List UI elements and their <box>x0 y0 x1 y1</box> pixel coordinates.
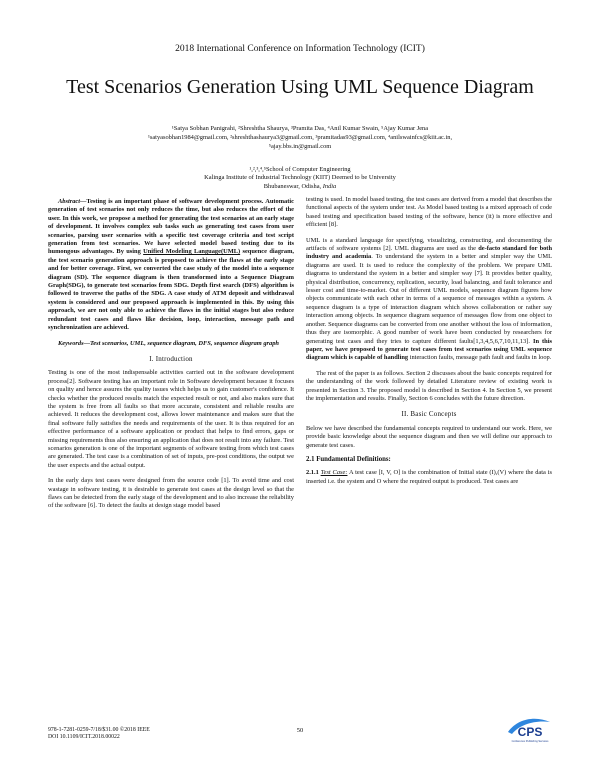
subsection-heading-fundamental-definitions: 2.1 Fundamental Definitions: <box>306 455 391 463</box>
author-names: ¹Satya Sobhan Panigrahi, ²Shreshtha Shaurya, ³Pramita Das, ⁴Anil Kumar Swain, ⁵Ajay Kumar Jena <box>171 125 429 132</box>
uml-paragraph: UML is a standard language for specifying, visualizing, constructing, and documenting the artifacts of software systems [2]. UML diagrams are used as the de-facto standard for both industry and academia. To understand the system in a better and simpler way the UML diagrams are used. It is used to reduce the complexity of the problem. We prepare UML diagrams to understand the system in a better and simpler way [7]. It provides better quality, physical distribution, concurrency, replication, security, load balancing, and fault tolerance and lesser cost and time-to-market. Out of different UML models, sequence diagram figures how objects communicate with each other in terms of a sequence of messages within a system. A sequence diagram is a type of interaction diagram which shows collaboration or rather say interaction among objects. In sequence diagram sequence of messages flow from one object to another. Sequence diagrams can be converted from one another without the loss of information, thus they are isomorphic. A good number of work have been conducted by researchers for generating test cases and they tries to capture different faults[1,3,4,5,6,7,10,11,13]. In this paper, we have proposed to generate test cases from test scenarios using UML sequence diagram which is capable of handling interaction faults, message path fault and faults in loop. <box>306 236 553 362</box>
basic-concepts-paragraph: Below we have described the fundamental concepts required to understand our work. Here, we provide basic knowledge about the sequence diagram and then we will define our approach to generate test cases. <box>306 424 552 449</box>
page-number: 50 <box>296 727 304 734</box>
footer-isbn: 978-1-7281-0259-7/18/$31.00 ©2018 IEEE <box>48 727 150 733</box>
affiliation-block <box>60 166 540 191</box>
intro-paragraph-2: In the early days test cases were designed from the source code [1]. To avoid time and cost wastage in software testing, it is desirable to generate test cases at the design level so that the flaws can be detected from the early stage of the development and to also increase the reliability of the software [6]. To detect the faults at design stage model based <box>48 477 294 510</box>
footer-doi: DOI 10.1109/ICIT.2018.00022 <box>48 734 120 741</box>
affiliation-school: ¹,²,³,⁴,⁵School of Computer Engineering <box>249 166 351 173</box>
affiliation-location: Bhubaneswar, Odisha, India <box>263 182 337 190</box>
abstract-uml-term: Unified Modeling Language(UML) <box>143 248 241 256</box>
author-emails-2: ⁵ajay.bbs.in@gmail.com <box>268 143 332 150</box>
cps-logo-subtext: Conference Publishing Services <box>511 740 549 743</box>
affiliation-country: India <box>322 182 337 190</box>
definition-term: Test Case: <box>320 469 348 477</box>
affiliation-institute: Kalinga Institute of Industrial Technology (KIIT) Deemed to be University <box>204 174 396 182</box>
abstract-label: Abstract <box>58 198 81 205</box>
section-heading-introduction: I. Introduction <box>149 354 193 363</box>
cps-logo <box>506 716 554 744</box>
right-column <box>306 196 552 486</box>
left-column <box>48 198 294 511</box>
author-block <box>60 124 540 151</box>
definition-test-case: 2.1.1 Test Case: A test case [I, V, O] is the combination of Initial state (I),(V) where the data is inserted i.e. the system and O where the required output is produced. Test cases are <box>306 469 552 485</box>
organization-paragraph: The rest of the paper is as follows. Section 2 discusses about the basic concepts required for the understanding of the work followed by detailed Literature review of existing work is presented in Section 3. The proposed model is described in Section 4. In Section 5, we present the implementation and results. Finally, Section 6 concludes with the future direction. <box>306 369 552 402</box>
abstract: Abstract—Testing is an important phase of software development process. Automatic generation of test scenarios not only reduces the time, but also reduces the effort of the user. In this work, we propose a method for generating the test scenarios at an early stage of development. It involves complex sub tasks such as generating test cases from user scenarios, parsing user scenarios with a specific test coverage criteria and test script generation from test scenarios. We have selected model based testing due to its humongous advantages. By using Unified Modeling Language(UML) sequence diagram, the test scenario generation approach is proposed to achieve the flaws at the early stage and for better coverage. First, we converted the case study of the model into a sequence diagram (SD). The sequence diagram is then transformed into a Sequence Diagram Graph(SDG), to generate test scenarios from SDG. Depth first search (DFS) algorithm is followed to traverse the paths of the SDG. A case study of ATM deposit and withdrawal system is considered and our proposed approach is implemented in this. By using this approach, we are not only able to achieve the flaws in the initial stages but also reduce redundant test cases and flaws like decision, loop, interaction, message path and synchronization are achieved. <box>48 198 294 332</box>
section-heading-basic-concepts: II. Basic Concepts <box>401 410 457 419</box>
conference-header: 2018 International Conference on Information Technology (ICIT) <box>175 44 425 54</box>
paper-title: Test Scenarios Generation Using UML Sequence Diagram <box>66 76 534 98</box>
keywords: Keywords—Test scenarios, UML, sequence diagram, DFS, sequence diagram graph <box>58 339 279 347</box>
keywords-label: Keywords <box>58 339 84 347</box>
author-emails: ¹satyasobhan1984@gmail.com, ²shreshthashaurya3@gmail.com, ³pramitadas93@gmail.com, ⁴anilswainfcs@kiit.ac.in, <box>147 134 453 141</box>
intro-paragraph-1: Testing is one of the most indispensable activities carried out in the software development process[2]. Software testing has an important role in Software development because it focuses on quality and hence assures the quality issues which helps us to gain customer's confidence. It checks whether the produced results match the expected result or not, and also makes sure that the system is free from all faults so that more accurate, consistent and reliable results are achieved. It reduces the development cost, allows lower maintenance and makes sure that the final software fully satisfies the needs and requirements of the user. It is thus required for an effective performance of a software application or product that helps to find errors, gaps or missing requirements thus also ensuring an application that does not result into any failure. Test scenarios generation is one of the important segments of software testing from which test cases are generated. The test case is a combination of set of inputs, pre-post conditions, the output we the user expects and the actual output. <box>48 369 294 469</box>
mbt-paragraph: testing is used. In model based testing, the test cases are derived from a model that describes the functional aspects of the system under test. As Model based testing is a mixed approach of code based testing and specification based testing of the software, hence (it) is more effective and efficient [8]. <box>306 196 552 229</box>
cps-logo-text: CPS <box>517 725 543 739</box>
